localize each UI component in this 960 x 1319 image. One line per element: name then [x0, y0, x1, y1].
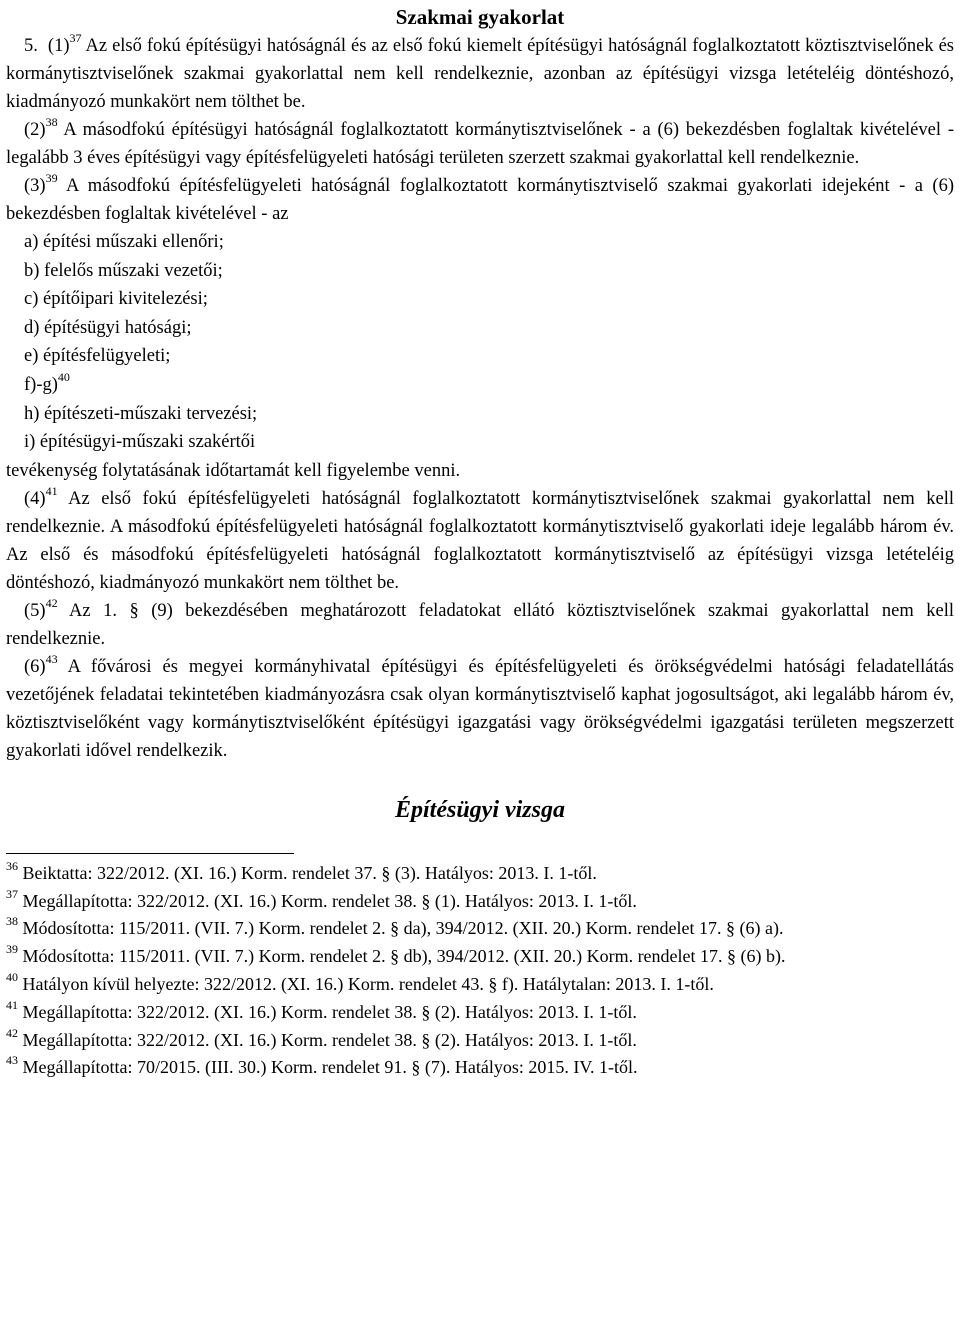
paragraph-mark: (5)	[24, 600, 46, 621]
list-item: e) építésfelügyeleti;	[24, 346, 171, 367]
footnote-text: Megállapította: 322/2012. (XI. 16.) Korm. rendelet 38. § (2). Hatályos: 2013. I. 1-től.	[22, 1029, 637, 1050]
footnote	[6, 888, 954, 916]
activity-list	[6, 228, 954, 457]
footnote-ref[interactable]: 41	[45, 483, 58, 498]
paragraph-mark: (2)	[24, 120, 46, 140]
page-title: Szakmai gyakorlat	[395, 5, 565, 29]
paragraph-6	[6, 653, 954, 765]
footnote-text: Megállapította: 322/2012. (XI. 16.) Korm. rendelet 38. § (2). Hatályos: 2013. I. 1-től.	[22, 1001, 637, 1022]
footnote-number: 42	[6, 1025, 18, 1040]
footnote-text: Megállapította: 322/2012. (XI. 16.) Korm. rendelet 38. § (1). Hatályos: 2013. I. 1-től.	[22, 890, 637, 911]
footnote-ref[interactable]: 40	[57, 369, 70, 384]
list-item: c) építőipari kivitelezési;	[24, 289, 208, 310]
paragraph-mark: (3)	[24, 176, 46, 196]
paragraph-text: Az 1. § (9) bekezdésében meghatározott feladatokat ellátó köztisztviselőnek szakmai gyakorlattal nem kell rendelkeznie.	[6, 600, 954, 649]
footnote-ref[interactable]: 43	[45, 651, 58, 666]
paragraph-1	[6, 32, 954, 116]
footnote	[6, 999, 954, 1027]
footnote-ref[interactable]: 39	[45, 170, 58, 185]
footnote-ref[interactable]: 38	[45, 114, 58, 129]
footnote-text: Beiktatta: 322/2012. (XI. 16.) Korm. rendelet 37. § (3). Hatályos: 2013. I. 1-től.	[22, 862, 597, 883]
footnote-number: 41	[6, 997, 18, 1012]
paragraph-2	[6, 116, 954, 172]
footnote-text: Hatályon kívül helyezte: 322/2012. (XI. 16.) Korm. rendelet 43. § f). Hatálytalan: 2013. I. 1-től.	[22, 973, 714, 994]
footnote-number: 39	[6, 942, 18, 957]
paragraph-3	[6, 172, 954, 228]
footnote-text: Módosította: 115/2011. (VII. 7.) Korm. rendelet 2. § da), 394/2012. (XII. 20.) Korm. rendelet 17. § (6) a).	[22, 918, 784, 939]
paragraph-5	[6, 597, 954, 653]
footnote-number: 38	[6, 914, 18, 929]
footnote	[6, 1027, 954, 1055]
list-item: b) felelős műszaki vezetői;	[24, 260, 223, 281]
footnotes	[6, 860, 954, 1082]
list-item-label: f)-g)	[24, 374, 58, 395]
section-number: 5.	[24, 36, 38, 56]
footnote	[6, 915, 954, 943]
footnote	[6, 860, 954, 888]
footnote	[6, 1054, 954, 1082]
list-item: i) építésügyi-műszaki szakértői	[24, 432, 256, 453]
list-item	[24, 371, 954, 400]
paragraph-text: Az első fokú építésügyi hatóságnál és az első fokú kiemelt építésügyi hatóságnál foglalkoztatott köztisztviselőnek és kormánytisztviselőnek szakmai gyakorlattal nem kell rendelkeznie, azonban az építésügyi vizsga letételéig döntéshozó, kiadmányozó munkakört nem tölthet be.	[6, 36, 955, 112]
paragraph-3-end: tevékenység folytatásának időtartamát kell figyelembe venni.	[6, 460, 461, 481]
list-item: d) építésügyi hatósági;	[24, 317, 192, 338]
footnote-number: 36	[6, 858, 18, 873]
paragraph-text: A másodfokú építésfelügyeleti hatóságnál foglalkoztatott kormánytisztviselő szakmai gyakorlati idejeként - a (6) bekezdésben foglaltak kivételével - az	[6, 176, 954, 224]
paragraph-mark: (4)	[24, 488, 46, 509]
paragraph-4	[6, 485, 954, 597]
paragraph-text: A másodfokú építésügyi hatóságnál foglalkoztatott kormánytisztviselőnek - a (6) bekezdésben foglaltak kivételével - legalább 3 éves építésügyi vagy építésfelügyeleti hatósági területen szerzett szakmai gyakorlattal kell rendelkeznie.	[6, 120, 954, 168]
footnote-ref[interactable]: 42	[45, 595, 58, 610]
paragraph-mark: (6)	[24, 656, 46, 677]
list-item: a) építési műszaki ellenőri;	[24, 232, 224, 252]
paragraph-text: A fővárosi és megyei kormányhivatal építésügyi és építésfelügyeleti és örökségvédelmi hatósági feladatellátás vezetőjének feladatai tekintetében kiadmányozásra csak olyan kormánytisztviselő kaphat jogosultságot, aki legalább három év, köztisztviselőként vagy kormánytisztviselőként építésügyi igazgatási vagy örökségvédelmi igazgatási területen megszerzett gyakorlati idővel rendelkezik.	[6, 656, 954, 761]
list-item: h) építészeti-műszaki tervezési;	[24, 403, 258, 424]
footnote	[6, 943, 954, 971]
footnote	[6, 971, 954, 999]
footnote-divider	[6, 853, 294, 854]
footnote-text: Módosította: 115/2011. (VII. 7.) Korm. rendelet 2. § db), 394/2012. (XII. 20.) Korm. rendelet 17. § (6) b).	[22, 946, 786, 967]
footnote-number: 40	[6, 969, 18, 984]
footnote-ref[interactable]: 37	[69, 30, 82, 45]
section-heading: Építésügyi vizsga	[394, 796, 565, 823]
footnote-number: 43	[6, 1053, 18, 1068]
footnote-number: 37	[6, 886, 18, 901]
footnote-text: Megállapította: 70/2015. (III. 30.) Korm. rendelet 91. § (7). Hatályos: 2015. IV. 1-től.	[22, 1057, 638, 1078]
paragraph-text: Az első fokú építésfelügyeleti hatóságnál foglalkoztatott kormánytisztviselőnek szakmai gyakorlattal nem kell rendelkeznie. A másodfokú építésfelügyeleti hatóságnál foglalkoztatott kormánytisztviselő gyakorlati ideje legalább három év. Az első és másodfokú építésfelügyeleti hatóságnál foglalkoztatott kormánytisztviselő az építésügyi vizsga letételéig döntéshozó, kiadmányozó munkakört nem tölthet be.	[6, 488, 954, 593]
paragraph-mark: (1)	[47, 36, 70, 56]
